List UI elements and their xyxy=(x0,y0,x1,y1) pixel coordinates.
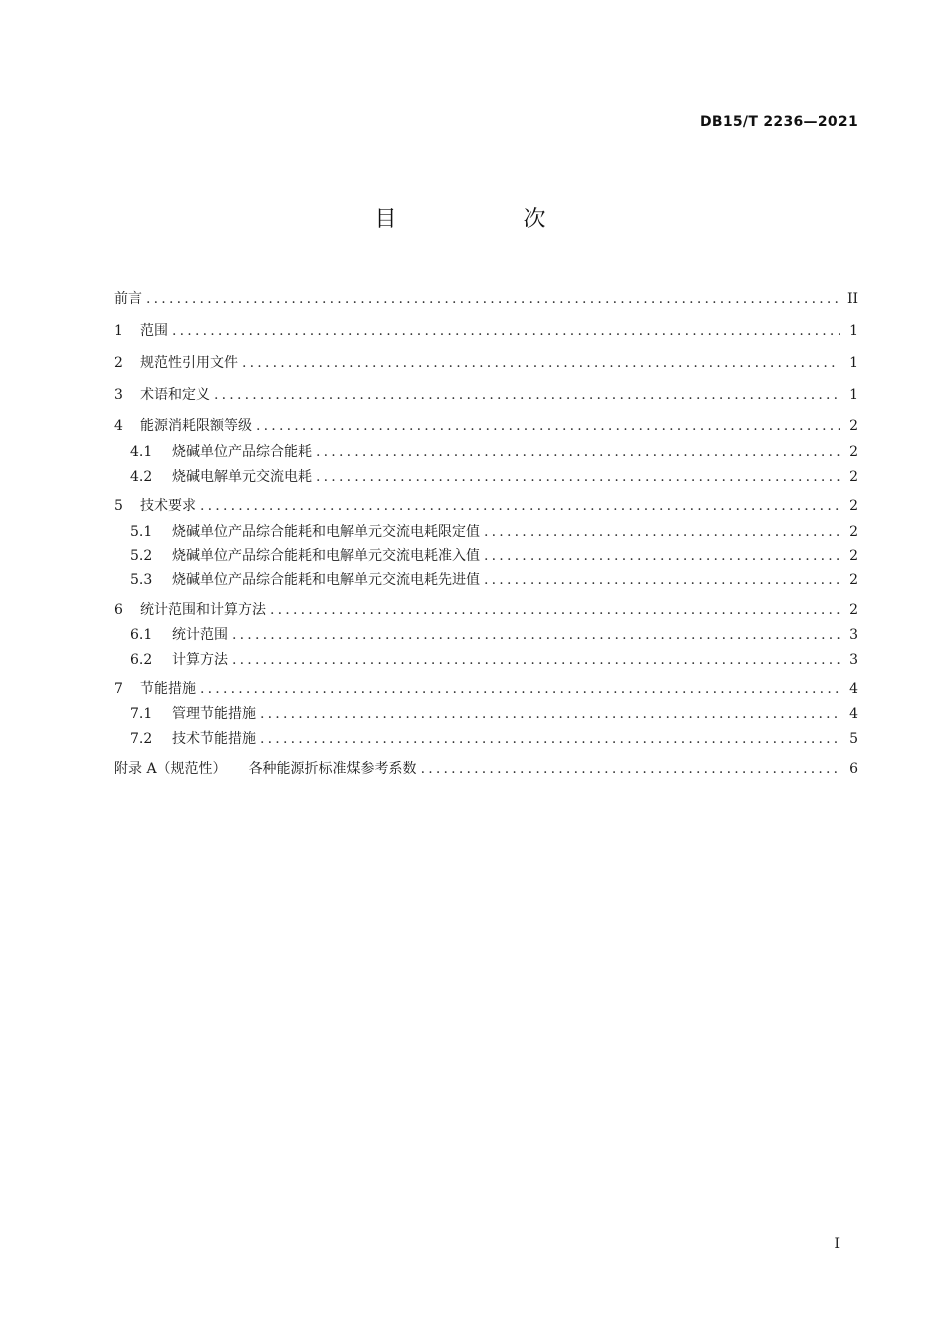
toc-entry-number: 4.2 xyxy=(130,469,153,485)
toc-entry-label: 技术节能措施 xyxy=(172,731,256,747)
toc-leader-dots xyxy=(484,545,840,567)
toc-entry-7[interactable] xyxy=(114,678,858,700)
toc-leader-dots xyxy=(242,352,840,374)
toc-entry-4-2[interactable] xyxy=(114,466,858,488)
toc-entry-page: 4 xyxy=(849,706,858,722)
toc-entry-page: 2 xyxy=(849,572,858,588)
toc-leader-dots xyxy=(172,320,840,342)
toc-entry-1[interactable] xyxy=(114,320,858,342)
toc-entry-number: 4.1 xyxy=(130,444,153,460)
toc-entry-number: 附录 A（规范性） xyxy=(114,761,227,777)
page-number: I xyxy=(834,1236,840,1252)
document-code: DB15/T 2236—2021 xyxy=(699,114,858,130)
toc-leader-dots xyxy=(316,441,840,463)
toc-entry-4[interactable] xyxy=(114,415,858,437)
toc-entry-number: 5 xyxy=(114,498,123,514)
toc-entry-page: 4 xyxy=(849,681,858,697)
toc-entry-page: 1 xyxy=(849,323,858,339)
toc-entry-number: 6.2 xyxy=(130,652,153,668)
toc-entry-number: 1 xyxy=(114,323,123,339)
toc-entry-page: 2 xyxy=(849,469,858,485)
toc-entry-5-3[interactable] xyxy=(114,569,858,591)
toc-entry-page: 3 xyxy=(849,627,858,643)
toc-entry-label: 规范性引用文件 xyxy=(140,355,238,371)
toc-entry-label: 各种能源折标准煤参考系数 xyxy=(248,761,417,777)
toc-entry-4-1[interactable] xyxy=(114,441,858,463)
toc-leader-dots xyxy=(214,384,840,406)
toc-entry-number: 7 xyxy=(114,681,123,697)
toc-entry-page: 2 xyxy=(849,548,858,564)
toc-entry-label: 范围 xyxy=(140,323,168,339)
toc-leader-dots xyxy=(256,415,840,437)
toc-entry-page: 6 xyxy=(849,761,858,777)
toc-entry-5-1[interactable] xyxy=(114,521,858,543)
toc-leader-dots xyxy=(270,599,840,621)
toc-entry-number: 5.2 xyxy=(130,548,153,564)
toc-title: 目 次 xyxy=(374,207,606,232)
toc-leader-dots xyxy=(232,624,840,646)
toc-entry-page: 1 xyxy=(849,387,858,403)
toc-entry-5-2[interactable] xyxy=(114,545,858,567)
toc-entry-label: 烧碱单位产品综合能耗和电解单元交流电耗准入值 xyxy=(172,548,480,564)
toc-entry-number: 6.1 xyxy=(130,627,153,643)
toc-entry-label: 烧碱单位产品综合能耗和电解单元交流电耗限定值 xyxy=(172,524,480,540)
toc-entry-page: 2 xyxy=(849,444,858,460)
toc-entry-number: 4 xyxy=(114,418,123,434)
toc-entry-7-2[interactable] xyxy=(114,728,858,750)
toc-leader-dots xyxy=(421,758,840,780)
toc-entry-2[interactable] xyxy=(114,352,858,374)
toc-entry-label: 烧碱电解单元交流电耗 xyxy=(172,469,312,485)
toc-entry-number: 5.1 xyxy=(130,524,153,540)
toc-entry-number: 2 xyxy=(114,355,123,371)
toc-leader-dots xyxy=(200,678,840,700)
toc-entry-label: 烧碱单位产品综合能耗 xyxy=(172,444,312,460)
toc-entry-5[interactable] xyxy=(114,495,858,517)
toc-entry-6[interactable] xyxy=(114,599,858,621)
toc-entry-page: 1 xyxy=(849,355,858,371)
toc-leader-dots xyxy=(200,495,840,517)
toc-entry-page: 2 xyxy=(849,498,858,514)
toc-entry-label: 烧碱单位产品综合能耗和电解单元交流电耗先进值 xyxy=(172,572,480,588)
toc-entry-label: 统计范围 xyxy=(172,627,228,643)
toc-entry-label: 统计范围和计算方法 xyxy=(140,602,266,618)
toc-entry-6-2[interactable] xyxy=(114,649,858,671)
toc-entry-number: 5.3 xyxy=(130,572,153,588)
toc-entry-label: 管理节能措施 xyxy=(172,706,256,722)
toc-entry-label: 能源消耗限额等级 xyxy=(140,418,252,434)
toc-entry-number: 3 xyxy=(114,387,123,403)
toc-leader-dots xyxy=(484,569,840,591)
toc-leader-dots xyxy=(146,288,840,310)
toc-entry-label: 节能措施 xyxy=(140,681,196,697)
toc-entry-3[interactable] xyxy=(114,384,858,406)
toc-entry-appendix-a[interactable] xyxy=(114,758,858,780)
toc-entry-number: 6 xyxy=(114,602,123,618)
toc-entry-label: 术语和定义 xyxy=(140,387,210,403)
toc-entry-page: 2 xyxy=(849,418,858,434)
toc-entry-page: 5 xyxy=(849,731,858,747)
toc-entry-page: 2 xyxy=(849,602,858,618)
toc-leader-dots xyxy=(484,521,840,543)
toc-leader-dots xyxy=(260,703,840,725)
toc-leader-dots xyxy=(260,728,840,750)
toc-leader-dots xyxy=(232,649,840,671)
toc-entry-page: 3 xyxy=(849,652,858,668)
toc-entry-6-1[interactable] xyxy=(114,624,858,646)
toc-entry-label: 前言 xyxy=(114,291,142,307)
toc-entry-number: 7.1 xyxy=(130,706,153,722)
toc-entry-page: II xyxy=(846,291,858,307)
toc-entry-label: 计算方法 xyxy=(172,652,228,668)
toc-entry-page: 2 xyxy=(849,524,858,540)
toc-entry-7-1[interactable] xyxy=(114,703,858,725)
toc-entry-label: 技术要求 xyxy=(140,498,196,514)
toc-leader-dots xyxy=(316,466,840,488)
toc-entry-number: 7.2 xyxy=(130,731,153,747)
toc-entry-foreword[interactable] xyxy=(114,288,858,310)
